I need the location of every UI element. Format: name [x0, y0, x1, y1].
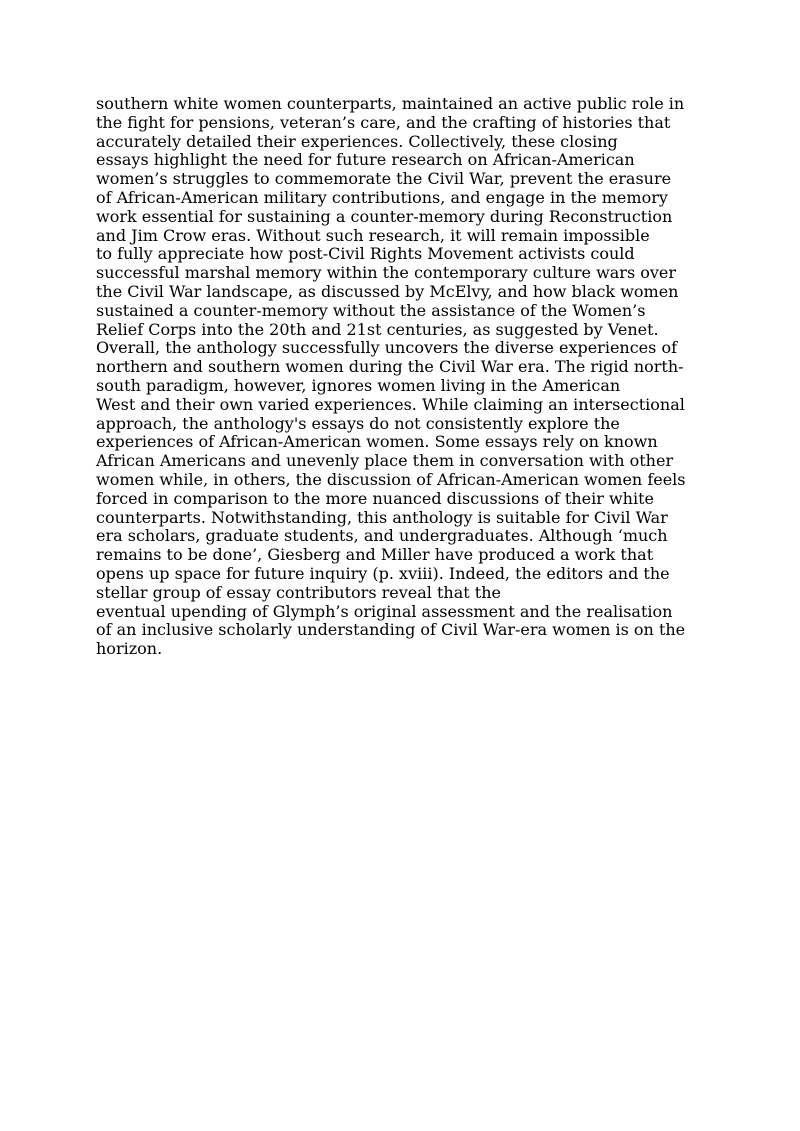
text-line: of African-American military contributions, and engage in the memory [96, 187, 668, 207]
text-line: southern white women counterparts, maintained an active public role in [96, 94, 685, 113]
text-line: African Americans and unevenly place them in conversation with other [96, 451, 674, 471]
text-line: horizon. [96, 639, 163, 659]
text-line: experiences of African-American women. Some essays rely on known [96, 432, 658, 452]
text-line: Overall, the anthology successfully uncovers the diverse experiences of [96, 338, 677, 358]
text-line: Relief Corps into the 20th and 21st centuries, as suggested by Venet. [96, 319, 659, 339]
text-line: accurately detailed their experiences. Collectively, these closing [96, 131, 618, 151]
text-line: successful marshal memory within the contemporary culture wars over [96, 263, 677, 283]
text-line: eventual upending of Glymph’s original assessment and the realisation [96, 601, 673, 621]
text-line: remains to be done’, Giesberg and Miller have produced a work that [96, 545, 654, 565]
text-line: sustained a counter-memory without the assistance of the Women’s [96, 300, 646, 320]
text-line: and Jim Crow eras. Without such research, it will remain impossible [96, 225, 650, 245]
text-line: south paradigm, however, ignores women living in the American [96, 375, 621, 395]
text-line: work essential for sustaining a counter-memory during Reconstruction [96, 206, 673, 226]
text-line: to fully appreciate how post-Civil Rights Movement activists could [96, 244, 635, 264]
text-line: the fight for pensions, veteran’s care, and the crafting of histories that [96, 112, 671, 132]
text-line: forced in comparison to the more nuanced discussions of their white [96, 488, 654, 508]
text-line: women’s struggles to commemorate the Civil War, prevent the erasure [96, 169, 672, 189]
text-line: West and their own varied experiences. While claiming an intersectional [96, 394, 685, 414]
text-line: stellar group of essay contributors reveal that the [96, 582, 501, 602]
text-line: the Civil War landscape, as discussed by McElvy, and how black women [96, 281, 679, 301]
text-line: era scholars, graduate students, and undergraduates. Although ‘much [96, 526, 668, 546]
text-line: essays highlight the need for future research on African-American [96, 150, 635, 170]
body-paragraph [96, 95, 716, 659]
text-line: approach, the anthology's essays do not consistently explore the [96, 413, 620, 433]
text-line: counterparts. Notwithstanding, this anthology is suitable for Civil War [96, 507, 668, 527]
text-line: of an inclusive scholarly understanding of Civil War-era women is on the [96, 620, 686, 640]
text-line: opens up space for future inquiry (p. xviii). Indeed, the editors and the [96, 563, 670, 583]
text-line: northern and southern women during the Civil War era. The rigid north- [96, 357, 684, 377]
text-line: women while, in others, the discussion of African-American women feels [96, 469, 686, 489]
